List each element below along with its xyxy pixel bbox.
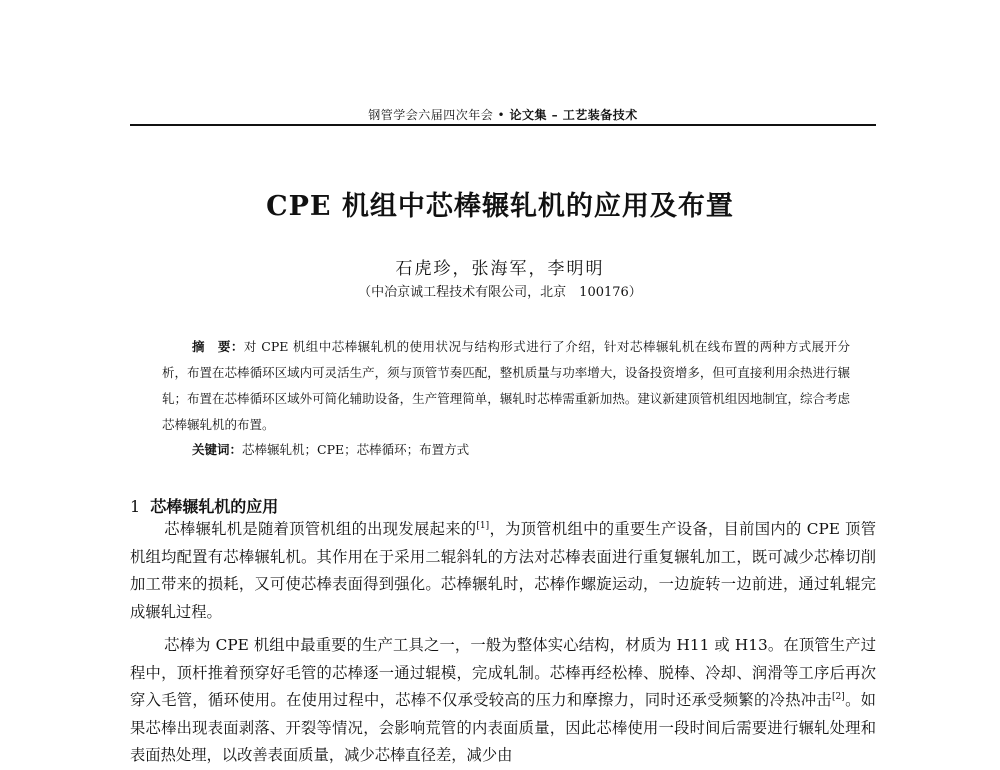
keywords-label: 关键词： [192, 442, 243, 457]
author-list: 石虎珍，张海军，李明明 [395, 259, 605, 279]
citation-1: [1] [476, 520, 490, 531]
section-title: 芯棒辗轧机的应用 [150, 497, 279, 516]
abstract-label: 摘 要： [192, 339, 244, 354]
header-rule [130, 124, 876, 126]
p2-text-a: 芯棒为 CPE 机组中最重要的生产工具之一，一般为整体实心结构，材质为 H11 或 H13。在顶管生产过程中，顶杆推着预穿好毛管的芯棒逐一通过辊模，完成轧制。芯棒再经松棒、脱棒、冷却、润滑等工序后再次穿入毛管，循环使用。在使用过程中，芯棒不仅承受较高的压力和摩擦力，同时还承受频繁的冷热冲击 [130, 636, 876, 710]
keywords-text: 芯棒辗轧机；CPE；芯棒循环；布置方式 [242, 442, 470, 457]
p1-text-a: 芯棒辗轧机是随着顶管机组的出现发展起来的 [164, 520, 477, 538]
p2-text-b: 。如果芯棒出现表面剥落、开裂等情况，会影响荒管的内表面质量，因此芯棒使用一段时间后需要进行辗轧处理和表面热处理，以改善表面质量，减少芯棒直径差，减少由 [130, 691, 876, 765]
p1-text-b: ，为顶管机组中的重要生产设备，目前国内的 CPE 顶管机组均配置有芯棒辗轧机。其作用在于采用二辊斜轧的方法对芯棒表面进行重复辗轧加工，既可减少芯棒切削加工带来的损耗，又可使芯棒表面得到强化。芯棒辗轧时，芯棒作螺旋运动，一边旋转一边前进，通过轧辊完成辗轧过程。 [130, 520, 876, 621]
body-paragraph-1 [130, 516, 876, 626]
affiliation: （中冶京诚工程技术有限公司，北京 100176） [358, 285, 642, 300]
body-paragraph-2 [130, 632, 876, 770]
running-header-conference: 钢管学会六届四次年会 • [368, 108, 506, 122]
paper-title: CPE 机组中芯棒辗轧机的应用及布置 [266, 191, 734, 222]
running-header-section: 论文集 – 工艺装备技术 [509, 108, 638, 122]
section-heading [130, 494, 278, 517]
citation-2: [2] [832, 692, 845, 703]
abstract [162, 334, 850, 438]
running-header [130, 106, 876, 123]
section-number: 1 [130, 497, 141, 516]
keywords [192, 440, 842, 458]
abstract-text: 对 CPE 机组中芯棒辗轧机的使用状况与结构形式进行了介绍，针对芯棒辗轧机在线布置的两种方式展开分析，布置在芯棒循环区域内可灵活生产，须与顶管节奏匹配，整机质量与功率增大，设备投资增多，但可直接利用余热进行辗轧；布置在芯棒循环区域外可简化辅助设备，生产管理简单，辗轧时芯棒需重新加热。建议新建顶管机组因地制宜，综合考虑芯棒辗轧机的布置。 [162, 339, 850, 432]
